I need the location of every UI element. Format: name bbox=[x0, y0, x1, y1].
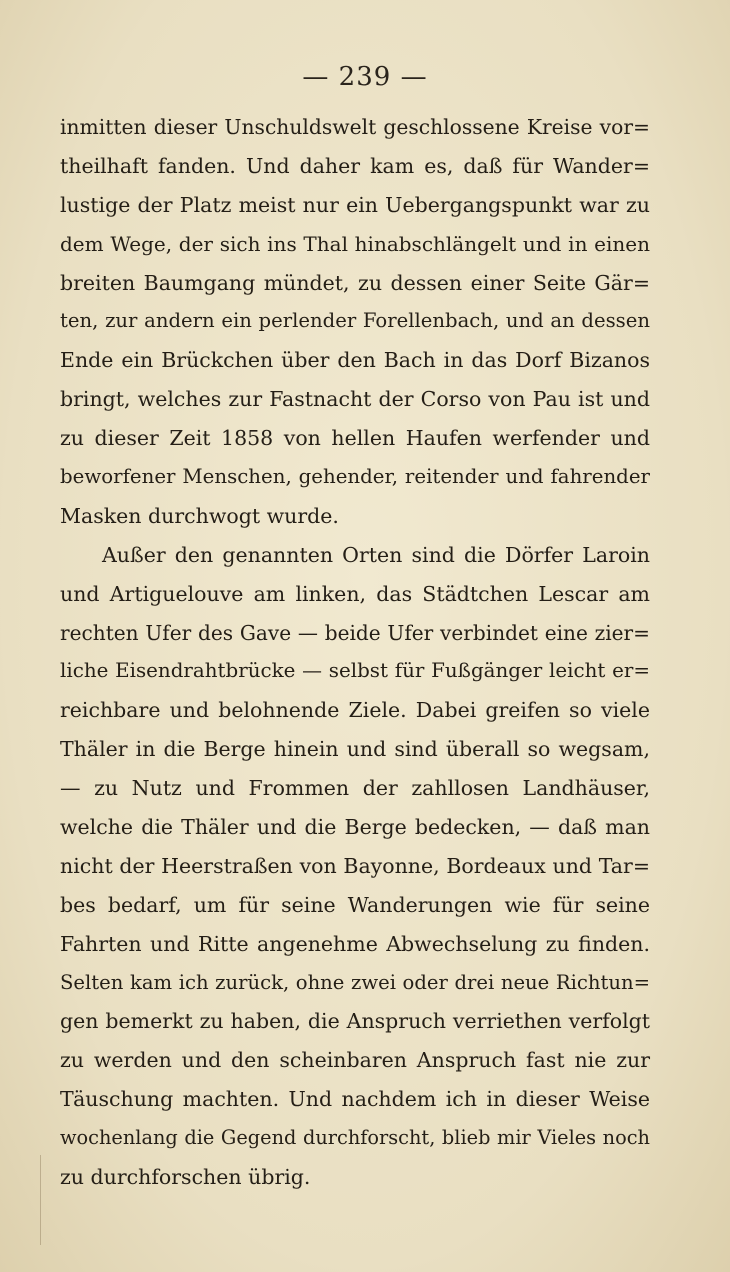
text-line: zu dieser Zeit 1858 von hellen Haufen werfender und bbox=[60, 426, 650, 451]
text-line: bes bedarf, um für seine Wanderungen wie für seine bbox=[60, 892, 650, 917]
text-line: theilhaft fanden. Und daher kam es, daß für Wander= bbox=[60, 153, 650, 178]
text-line: lustige der Platz meist nur ein Uebergangspunkt war zu bbox=[60, 192, 650, 217]
text-line: Täuschung machten. Und nachdem ich in dieser Weise bbox=[60, 1087, 650, 1112]
page-edge-mark bbox=[40, 1155, 49, 1245]
text-line: Außer den genannten Orten sind die Dörfer Laroin bbox=[102, 542, 650, 567]
text-line: nicht der Heerstraßen von Bayonne, Bordeaux und Tar= bbox=[60, 853, 650, 878]
text-line: dem Wege, der sich ins Thal hinabschlängelt und in einen bbox=[60, 231, 650, 256]
text-line: — zu Nutz und Frommen der zahllosen Landhäuser, bbox=[60, 776, 650, 801]
body-text bbox=[60, 108, 650, 1197]
text-line: gen bemerkt zu haben, die Anspruch verriethen verfolgt bbox=[60, 1009, 650, 1034]
text-line: zu werden und den scheinbaren Anspruch fast nie zur bbox=[60, 1048, 650, 1073]
text-line: inmitten dieser Unschuldswelt geschlossene Kreise vor= bbox=[60, 115, 650, 139]
text-line: liche Eisendrahtbrücke — selbst für Fußgänger leicht er= bbox=[60, 659, 650, 683]
text-line: ten, zur andern ein perlender Forellenbach, und an dessen bbox=[60, 309, 650, 333]
text-line: und Artiguelouve am linken, das Städtchen Lescar am bbox=[60, 581, 650, 606]
text-line: Fahrten und Ritte angenehme Abwechselung zu finden. bbox=[60, 931, 650, 956]
text-line: wochenlang die Gegend durchforscht, blieb mir Vieles noch bbox=[60, 1126, 650, 1150]
text-line: rechten Ufer des Gave — beide Ufer verbindet eine zier= bbox=[60, 620, 650, 645]
text-line: zu durchforschen übrig. bbox=[60, 1165, 311, 1190]
text-line: Masken durchwogt wurde. bbox=[60, 503, 339, 528]
text-line: breiten Baumgang mündet, zu dessen einer Seite Gär= bbox=[60, 270, 650, 295]
text-line: Selten kam ich zurück, ohne zwei oder drei neue Richtun= bbox=[60, 970, 650, 994]
text-line: beworfener Menschen, gehender, reitender und fahrender bbox=[60, 465, 650, 489]
text-line: bringt, welches zur Fastnacht der Corso von Pau ist und bbox=[60, 387, 650, 412]
text-line: welche die Thäler und die Berge bedecken, — daß man bbox=[60, 815, 650, 840]
text-line: Thäler in die Berge hinein und sind überall so wegsam, bbox=[60, 737, 650, 762]
page-number: — 239 — bbox=[302, 62, 428, 92]
text-line: Ende ein Brückchen über den Bach in das Dorf Bizanos bbox=[60, 348, 650, 373]
text-line: reichbare und belohnende Ziele. Dabei greifen so viele bbox=[60, 698, 650, 723]
